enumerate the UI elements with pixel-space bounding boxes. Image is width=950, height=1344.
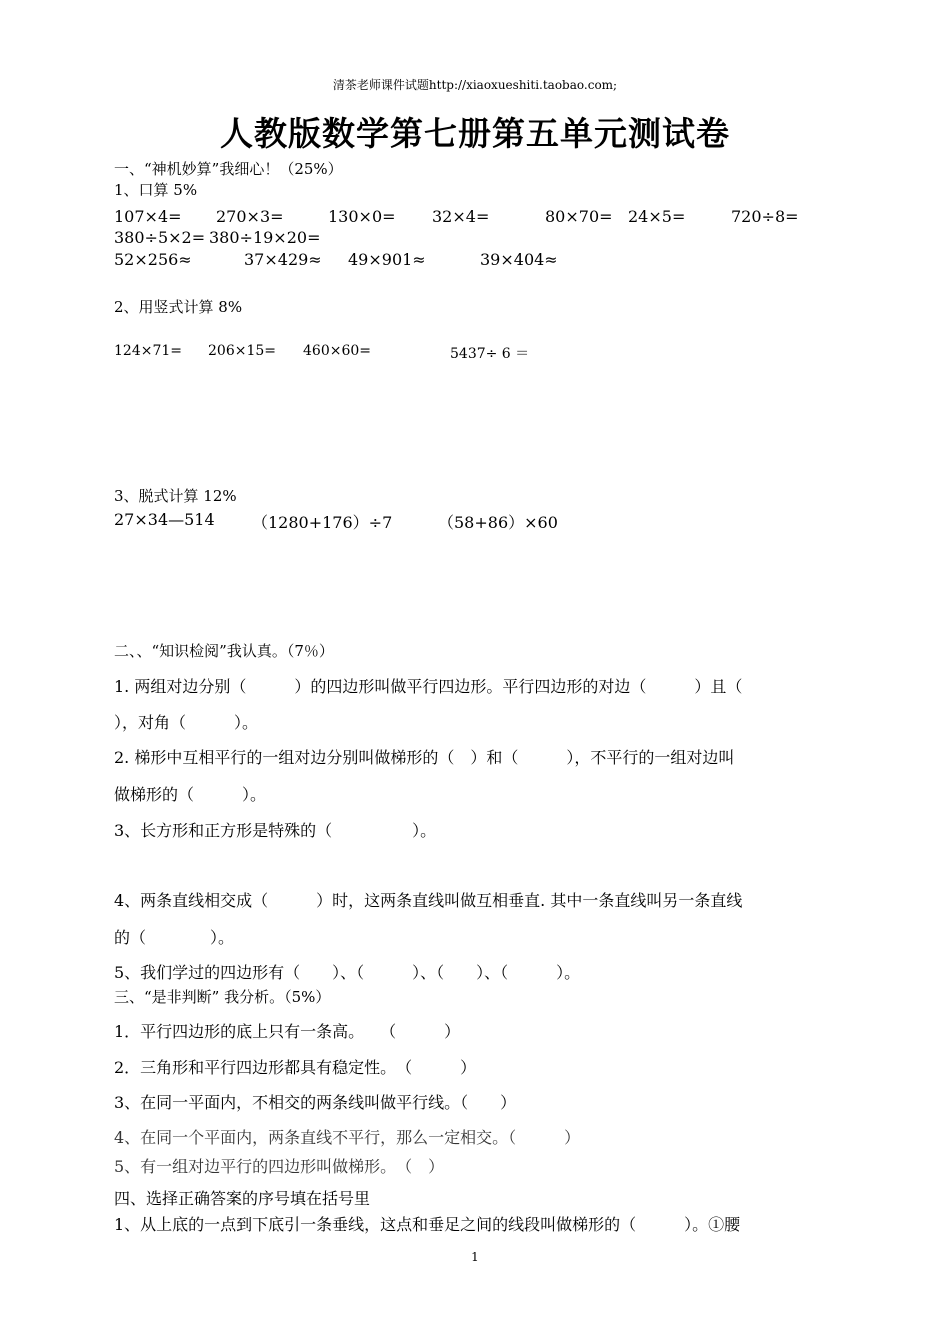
estimate-item: 52⨯256≈ [114,250,192,269]
vertical-calc-item: 206⨯15= [208,343,276,359]
page-number: 1 [471,1250,479,1264]
true-false-item: 4、在同一个平面内，两条直线不平行，那么一定相交。（ ） [114,1128,581,1147]
choice-question: 1、从上底的一点到下底引一条垂线，这点和垂足之间的线段叫做梯形的（ ）。①腰 [114,1215,741,1234]
oral-calc-item: 380÷5⨯2= [114,228,206,247]
vertical-calc-item: 5437÷ 6 ＝ [450,346,530,362]
true-false-item: 2．三角形和平行四边形都具有稳定性。 （ ） [114,1058,477,1077]
step-calc-item: 27⨯34—514 [114,510,215,529]
oral-calc-item: 380÷19⨯20= [209,228,321,247]
oral-calc-item: 80⨯70= [545,207,613,226]
oral-calc-item: 24⨯5= [628,207,686,226]
section3-heading: 三、“是非判断” 我分析。（5%） [114,988,331,1006]
estimate-item: 37⨯429≈ [244,250,322,269]
true-false-item: 3、在同一平面内，不相交的两条线叫做平行线。（ ） [114,1093,517,1112]
vertical-calc-item: 460⨯60= [303,343,371,359]
fill-blank-question: 2. 梯形中互相平行的一组对边分别叫做梯形的（ ）和（ ），不平行的一组对边叫 [114,748,735,767]
part2-heading: 2、用竖式计算 8% [114,298,243,316]
estimate-item: 49⨯901≈ [348,250,426,269]
oral-calc-item: 720÷8= [731,207,799,226]
section2-heading: 二、、“知识检阅”我认真。（7％） [114,642,334,660]
fill-blank-question: 5、我们学过的四边形有（ ）、（ ）、（ ）、（ ）。 [114,963,581,982]
section4-heading: 四、选择正确答案的序号填在括号里 [114,1189,371,1208]
oral-calc-item: 107⨯4= [114,207,182,226]
part1-heading: 1、口算 5% [114,181,198,199]
section1-heading: 一、“神机妙算”我细心！（25%） [114,160,343,178]
page-title: 人教版数学第七册第五单元测试卷 [220,114,730,153]
fill-blank-question: ），对角（ ）。 [114,713,259,732]
true-false-item: 5、有一组对边平行的四边形叫做梯形。 （ ） [114,1157,445,1176]
fill-blank-question: 4、两条直线相交成（ ）时，这两条直线叫做互相垂直. 其中一条直线叫另一条直线 [114,891,743,910]
fill-blank-question: 3、长方形和正方形是特殊的（ ）。 [114,821,437,840]
fill-blank-question: 1. 两组对边分别（ ）的四边形叫做平行四边形。平行四边形的对边（ ）且（ [114,677,743,696]
part3-heading: 3、脱式计算 12% [114,487,237,505]
page-header: 清茶老师课件试题http://xiaoxueshiti.taobao.com; [332,78,618,92]
true-false-item: 1．平行四边形的底上只有一条高。 （ ） [114,1022,461,1041]
oral-calc-item: 270⨯3= [216,207,284,226]
vertical-calc-item: 124⨯71= [114,343,182,359]
fill-blank-question: 的（ ）。 [114,928,235,947]
step-calc-item: （58+86）⨯60 [438,513,558,532]
oral-calc-item: 130⨯0= [328,207,396,226]
estimate-item: 39⨯404≈ [480,250,558,269]
fill-blank-question: 做梯形的（ ）。 [114,785,267,804]
oral-calc-item: 32⨯4= [432,207,490,226]
step-calc-item: （1280+176）÷7 [252,513,393,532]
